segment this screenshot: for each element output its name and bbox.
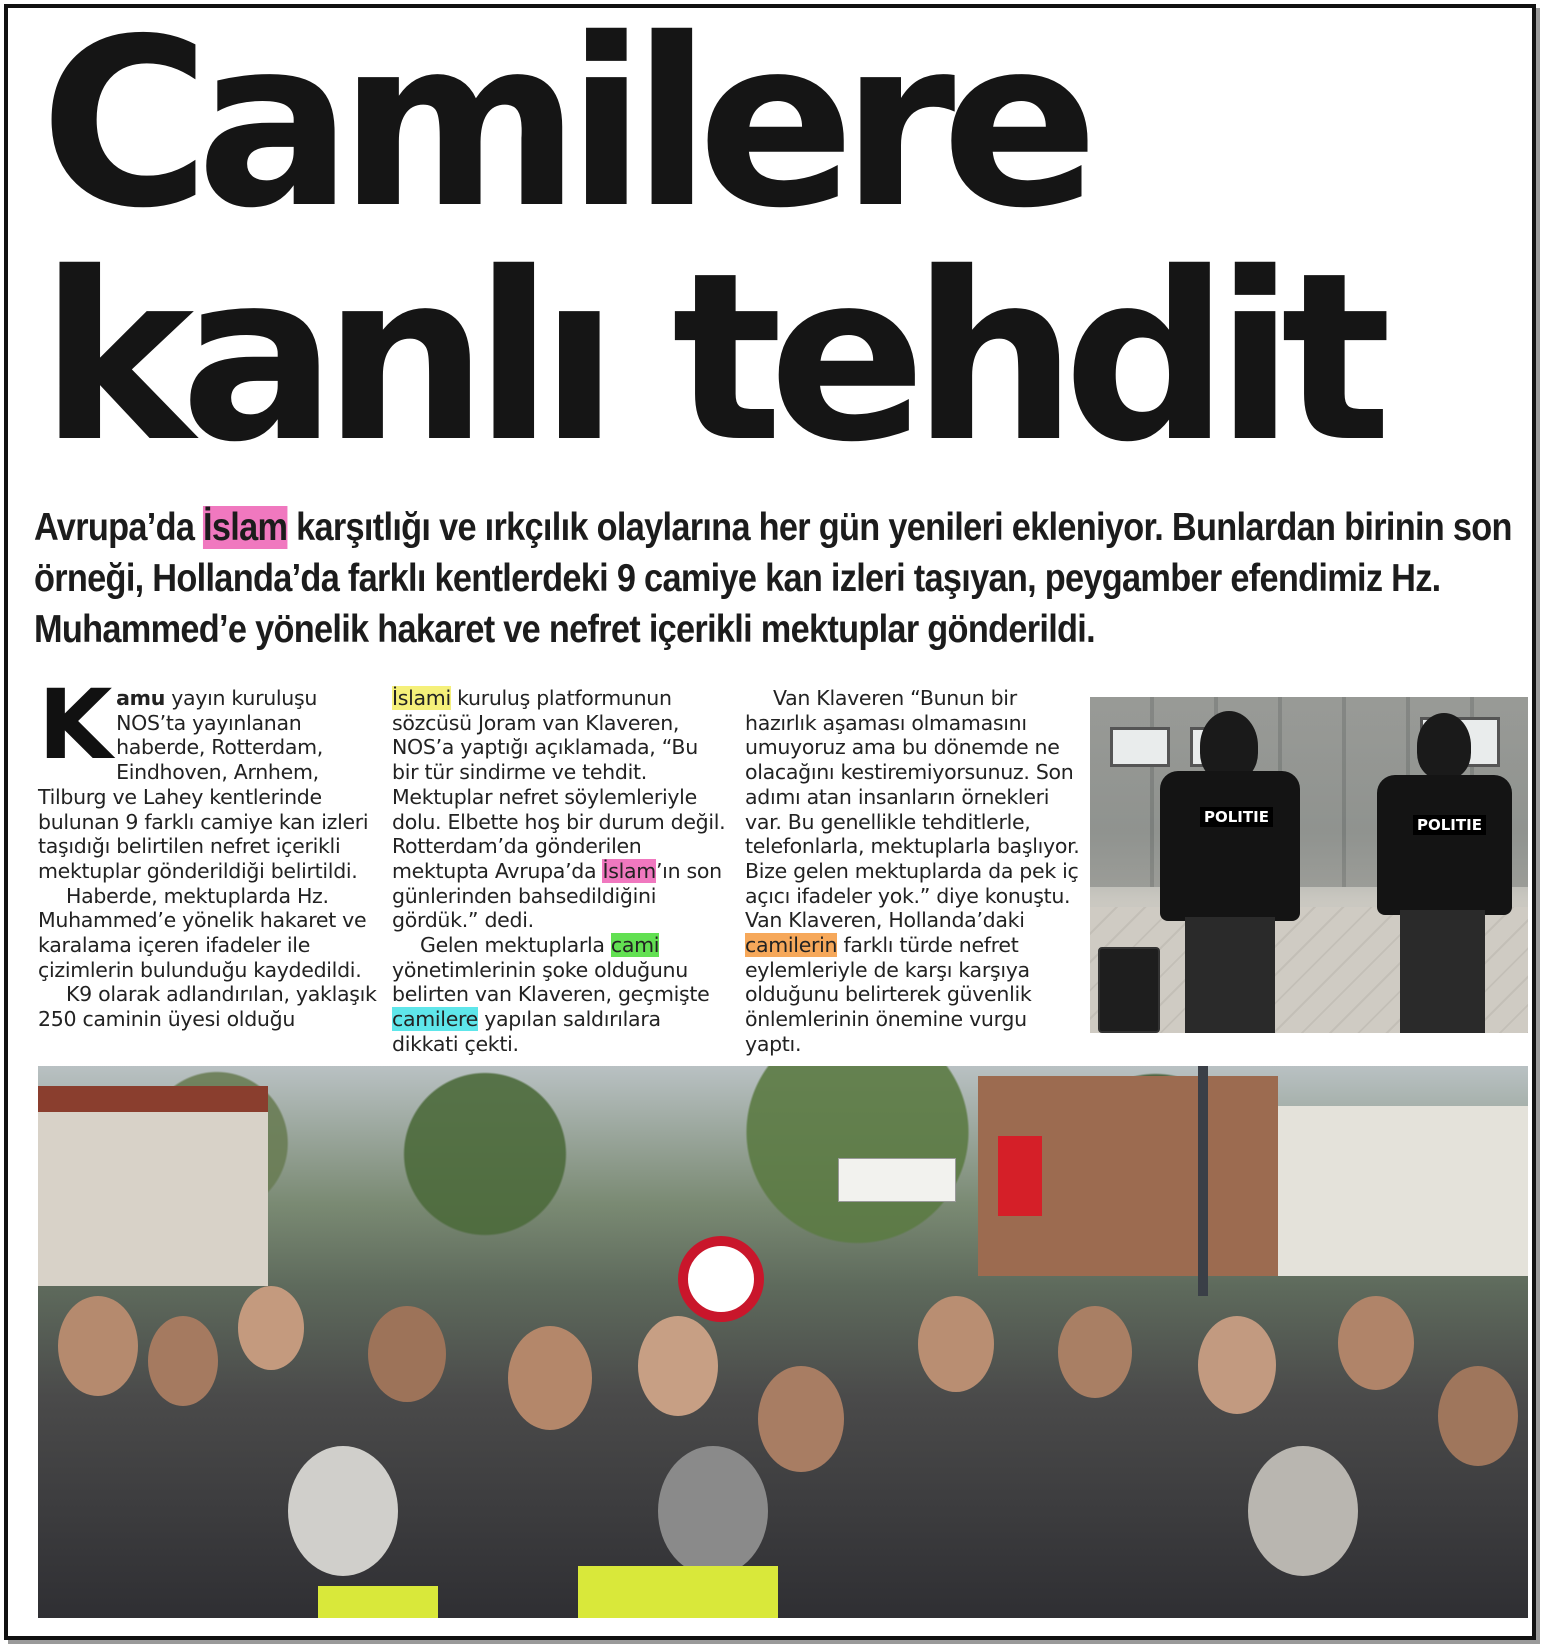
col2-highlight-camilere: camilere [392,1007,478,1032]
officer-vest [1160,771,1300,921]
crowd-photo-flag [998,1136,1042,1216]
crowd-person [638,1316,718,1416]
crowd-photo [38,1066,1528,1618]
col2-p2-text-b: yönetimlerinin şoke olduğunu belirten van Klaveren, geçmişte [392,957,710,1007]
col3-paragraph-1 [745,686,1085,1057]
col3-highlight-camilerin: camilerin [745,933,838,958]
lead-highlight-islam: İslam [203,506,288,549]
crowd-person [658,1446,768,1576]
crowd-photo-road-sign [678,1236,764,1322]
officer-helmet [1417,713,1471,779]
col2-p2-text-c: yapılan saldırılara dikkati çekti. [392,1007,661,1056]
col1-paragraph-2: Haberde, mektuplarda Hz. Muhammed’e yönelik hakaret ve karalama içeren ifadeler ile çizimlerin bulunduğu kaydedildi. [38,883,367,982]
col1-paragraph-1 [38,669,383,884]
officer-legs [1400,910,1485,1033]
crowd-person [368,1306,446,1402]
police-photo [1090,697,1528,1033]
officer-vest [1377,775,1512,915]
crowd-person [918,1296,994,1392]
crowd-photo-pole [1198,1066,1208,1296]
crowd-person [508,1326,592,1430]
lead-text-after: karşıtlığı ve ırkçılık olaylarına her gün yenileri ekleniyor. Bunlardan birinin son örneği, Hollanda’da farklı kentlerdeki 9 camiye kan izleri taşıyan, peygamber efendimiz Hz. Muhammed’e yönelik hakaret ve nefret içerikli mektuplar gönderildi. [34,506,1512,651]
police-officer-right [1355,705,1520,1033]
col2-highlight-islam: İslam [602,858,656,883]
col2-paragraph-1 [392,686,727,933]
col2-highlight-islami: İslami [392,686,451,710]
col2-highlight-cami: cami [610,933,660,958]
crowd-person [1198,1316,1276,1414]
crowd-person [1438,1366,1518,1466]
crowd-person [148,1316,218,1406]
article-column-1 [38,669,383,1032]
lead-paragraph [34,502,1512,655]
headline-line-1: Camilere [40,0,1085,259]
col3-p1-text-a: Van Klaveren “Bunun bir hazırlık aşaması olmamasını umuyoruz ama bu dönemde ne olacağını kestiremiyorsunuz. Son adımı atan insanların örnekleri var. Bu genellikle tehditlerle, telefonlarla, mektuplarla başlıyor. Bize gelen mektuplarda da pek iç açıcı ifadeler yok.” diye konuştu. Van Klaveren, Hollanda’daki [745,686,1080,933]
politie-label-2: POLITIE [1413,815,1486,835]
crowd-person [758,1366,844,1472]
headline-line-2: kanlı tehdit [40,223,1378,493]
col2-p2-text-a: Gelen mektuplarla [420,933,611,958]
drop-cap: K [38,669,113,781]
article-column-2 [392,686,727,1057]
crowd-photo-building-far-right [1278,1106,1528,1276]
col1-paragraph-3: K9 olarak adlandırılan, yaklaşık 250 caminin üyesi olduğu [38,982,377,1032]
officer-legs [1185,917,1275,1033]
crowd-photo-house-left [38,1086,268,1286]
col2-p1-text-b: ’ın son günlerinden bahsedildiğini gördük.” dedi. [392,858,722,933]
crowd-person [1248,1446,1358,1576]
article-column-3 [745,686,1085,1057]
headline [40,0,1520,493]
politie-label-1: POLITIE [1200,807,1273,827]
crowd-person [1058,1306,1132,1398]
crowd-person [58,1296,138,1396]
crowd-photo-banner [838,1158,956,1202]
safety-vest [318,1586,438,1618]
crowd-person [238,1286,304,1370]
col2-p1-text-a: kuruluş platformunun sözcüsü Joram van Klaveren, NOS’a yaptığı açıklamada, “Bu bir tür sindirme ve tehdit. Mektuplar nefret söylemleriyle dolu. Elbette hoş bir durum değil. Rotterdam’da gönderilen mektupta Avrupa’da [392,686,726,883]
safety-vest [578,1566,778,1618]
col1-p1-text: yayın kuruluşu NOS’ta yayınlanan haberde, Rotterdam, Eindhoven, Arnhem, Tilburg ve Lahey kentlerinde bulunan 9 farklı camiye kan izleri taşıdığı belirtilen nefret içerikli mektuplar gönderildiği belirtildi. [38,686,369,883]
crowd-person [1338,1296,1414,1390]
col2-paragraph-2 [392,933,727,1057]
briefcase [1098,947,1160,1033]
col3-p1-text-b: farklı türde nefret eylemleriyle de karşı karşıya olduğunu belirterek güvenlik önlemlerinin önemine vurgu yaptı. [745,933,1032,1056]
col1-lead-bold: amu [116,686,165,710]
lead-text-before: Avrupa’da [34,506,204,549]
crowd-person [288,1446,398,1576]
